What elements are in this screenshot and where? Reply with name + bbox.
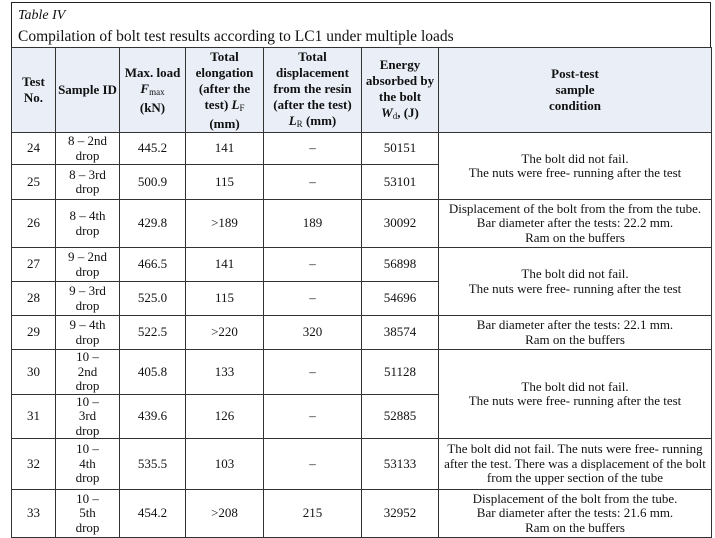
cell-displacement: – — [264, 282, 362, 316]
cell-sample-id: 8 – 3rd drop — [56, 165, 120, 200]
cell-energy: 51128 — [362, 350, 439, 395]
header-condition: Post-test sample condition — [439, 48, 712, 133]
cell-condition — [439, 490, 712, 538]
table-row — [12, 248, 712, 282]
cell-sample-id: 8 – 2nd drop — [56, 133, 120, 165]
cell-sample-id: 10 – 5th drop — [56, 490, 120, 538]
table-row — [12, 439, 712, 490]
table-title-block — [11, 2, 711, 47]
cell-displacement: – — [264, 248, 362, 282]
cell-max-load: 454.2 — [120, 490, 186, 538]
header-max-load: Max. load $F_{max}$ (kN) — [120, 48, 186, 133]
cell-displacement: – — [264, 133, 362, 165]
header-test-no: Test No. — [12, 48, 56, 133]
cell-elongation: 133 — [186, 350, 264, 395]
table-label: Table IV — [18, 8, 66, 23]
condition-line: Bar diameter after the tests: 22.1 mm. — [476, 317, 674, 332]
condition-line: Ram on the buffers — [525, 519, 625, 535]
cell-sample-id: 10 – 2nd drop — [56, 350, 120, 395]
cell-sample-id: 9 – 4th drop — [56, 316, 120, 350]
cell-test-no: 33 — [12, 490, 56, 538]
header-energy: Energy absorbed by the bolt $W_d$, (J) — [362, 48, 439, 133]
cell-max-load: 405.8 — [120, 350, 186, 395]
cell-test-no: 31 — [12, 394, 56, 439]
table-row — [12, 200, 712, 248]
table-row — [12, 350, 712, 395]
cell-elongation: >220 — [186, 316, 264, 350]
cell-energy: 56898 — [362, 248, 439, 282]
cell-condition — [439, 439, 712, 490]
cell-energy: 30092 — [362, 200, 439, 248]
cell-energy: 50151 — [362, 133, 439, 165]
cell-energy: 52885 — [362, 394, 439, 439]
cell-sample-id: 10 – 3rd drop — [56, 394, 120, 439]
cell-sample-id: 9 – 3rd drop — [56, 282, 120, 316]
cell-condition — [439, 316, 712, 350]
cell-elongation: 126 — [186, 394, 264, 439]
cell-sample-id: 10 – 4th drop — [56, 439, 120, 490]
cell-energy: 38574 — [362, 316, 439, 350]
table-row — [12, 133, 712, 165]
cell-displacement: 189 — [264, 200, 362, 248]
cell-test-no: 32 — [12, 439, 56, 490]
header-elongation: Total elongation (after the test) $L_F$ (mm) — [186, 48, 264, 133]
cell-sample-id: 8 – 4th drop — [56, 200, 120, 248]
condition-line: Displacement of the bolt from the from the tube. — [448, 200, 702, 216]
cell-test-no: 27 — [12, 248, 56, 282]
cell-max-load: 525.0 — [120, 282, 186, 316]
cell-displacement: 215 — [264, 490, 362, 538]
cell-test-no: 30 — [12, 350, 56, 395]
cell-displacement: – — [264, 165, 362, 200]
cell-energy: 54696 — [362, 282, 439, 316]
cell-test-no: 28 — [12, 282, 56, 316]
condition-line: The bolt did not fail. The nuts were free- running after the test. There was a displacement of the bolt from the upper section of the tube — [444, 441, 706, 486]
cell-elongation: >189 — [186, 200, 264, 248]
condition-line: Ram on the buffers — [525, 331, 625, 347]
cell-elongation: 115 — [186, 165, 264, 200]
cell-condition — [439, 133, 712, 200]
cell-elongation: >208 — [186, 490, 264, 538]
cell-elongation: 141 — [186, 248, 264, 282]
table-row — [12, 490, 712, 538]
cell-test-no: 24 — [12, 133, 56, 165]
cell-max-load: 429.8 — [120, 200, 186, 248]
header-row — [12, 48, 712, 133]
table-caption: Compilation of bolt test results according to LC1 under multiple loads — [18, 28, 454, 45]
results-table — [11, 47, 712, 538]
cell-elongation: 115 — [186, 282, 264, 316]
table-iv — [11, 2, 711, 538]
cell-max-load: 439.6 — [120, 394, 186, 439]
cell-displacement: 320 — [264, 316, 362, 350]
condition-line: Displacement of the bolt from the tube. — [472, 490, 678, 506]
cell-energy: 32952 — [362, 490, 439, 538]
cell-energy: 53101 — [362, 165, 439, 200]
cell-displacement: – — [264, 394, 362, 439]
cell-displacement: – — [264, 439, 362, 490]
cell-max-load: 500.9 — [120, 165, 186, 200]
cell-condition — [439, 248, 712, 316]
cell-condition — [439, 200, 712, 248]
header-sample-id: Sample ID — [56, 48, 120, 133]
cell-test-no: 26 — [12, 200, 56, 248]
cell-test-no: 25 — [12, 165, 56, 200]
condition-line: The nuts were free- running after the test — [468, 393, 682, 408]
condition-line: The bolt did not fail. — [521, 266, 629, 281]
cell-displacement: – — [264, 350, 362, 395]
condition-line: The bolt did not fail. — [521, 150, 629, 166]
cell-elongation: 103 — [186, 439, 264, 490]
cell-elongation: 141 — [186, 133, 264, 165]
condition-line: The nuts were free- running after the test — [468, 280, 682, 296]
condition-line: Bar diameter after the tests: 21.6 mm. — [476, 505, 674, 521]
table-row — [12, 316, 712, 350]
cell-max-load: 466.5 — [120, 248, 186, 282]
cell-max-load: 522.5 — [120, 316, 186, 350]
cell-max-load: 445.2 — [120, 133, 186, 165]
header-displacement: Total displacement from the resin (after the test) $L_R$ (mm) — [264, 48, 362, 133]
condition-line: Ram on the buffers — [525, 229, 625, 245]
cell-test-no: 29 — [12, 316, 56, 350]
condition-line: The bolt did not fail. — [521, 378, 629, 394]
cell-condition — [439, 350, 712, 439]
condition-line: The nuts were free- running after the test — [468, 165, 682, 180]
cell-max-load: 535.5 — [120, 439, 186, 490]
condition-line: Bar diameter after the tests: 22.2 mm. — [476, 215, 674, 231]
cell-sample-id: 9 – 2nd drop — [56, 248, 120, 282]
cell-energy: 53133 — [362, 439, 439, 490]
